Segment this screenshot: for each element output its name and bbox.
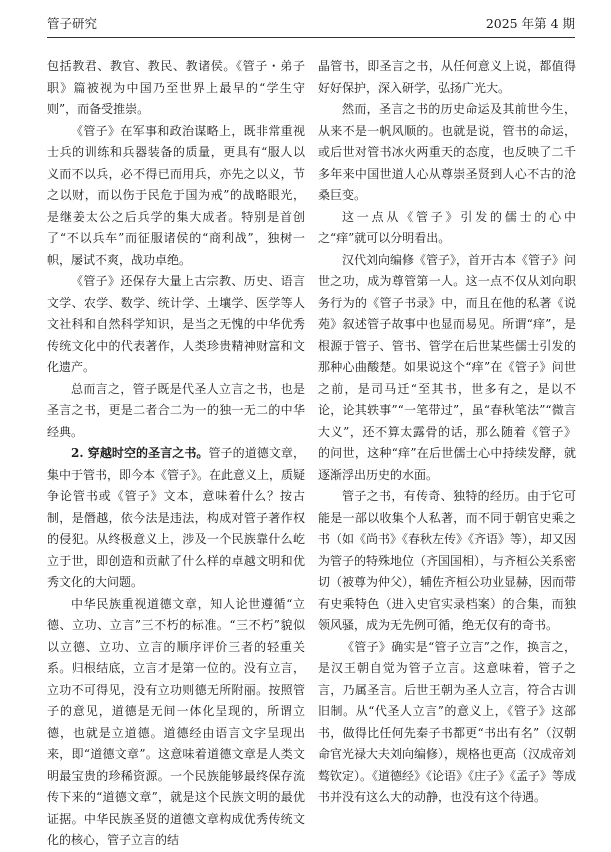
paragraph-sage-words: 《管子》确实是“管子立言”之作，换言之，是汉王朝自觉为管子立言。这意味着，管子之言，乃属圣言。后世王朝为圣人立言，符合古训旧制。从“代圣人立言”的意义上，《管子》这部书，做得比任何先秦子书都更“书出有名”（汉朝命官光禄大夫刘向编修），规格也更高（汉成帝刘骜钦定）。《道德经》《论语》《庄子》《孟子》等成书并没有这么大的动静，也没有这个待遇。 [318,639,577,804]
left-column [47,56,305,852]
running-header [47,14,575,36]
section-body: 管子的道德文章，集中于管书，即今本《管子》。在此意义上，质疑争论管书或《管子》文本，意味着什么？按古制，是僭越，依今法是违法，构成对管子著作权的侵犯。从终极意义上，涉及一个民族靠什么屹立于世，即创造和贡献了什么样的卓越文明和优秀文化的大问题。 [47,446,306,589]
paragraph-knowledge: 《管子》还保存大量上古宗教、历史、语言文学、农学、数学、统计学、土壤学、医学等人文社科和自然科学知识，是当之无愧的中华优秀传统文化中的代表著作，人类珍贵精神财富和文化遗产。 [47,274,305,374]
paragraph-section-2 [47,443,305,594]
paragraph-moral-writing: 中华民族重视道德文章，知人论世遵循“立德、立功、立言”三不朽的标准。“三不朽”貌似以立德、立功、立言的顺序评价三者的轻重关系。归根结底，立言才是第一位的。没有立言，立功不可得见，没有立功则德无所附丽。按照管子的意见，道德是无间一体化呈现的，所谓立德，也就是立道德。道德经由语言文字呈现出来，即“道德文章”。这意味着道德文章是人类文明最宝贵的珍稀资源。一个民族能够最终保存流传下来的“道德文章”，就是这个民族文明的最优证据。中华民族圣贤的道德文章构成优秀传统文化的核心，管子立言的结 [47,596,305,847]
paragraph-continued: 包括教君、教官、教民、教诸侯。《管子・弟子职》篇被视为中国乃至世界上最早的“学生守则”，而备受推崇。 [47,59,305,116]
paragraph-military-strategy: 《管子》在军事和政治谋略上，既非常重视士兵的训练和兵器装备的质量，更具有“服人以义而不以兵，必不得已而用兵，亦先之以义，节之以财，而以伤于民危于国为戒”的战略眼光，是继姜太公之后兵学的集大成者。特别是首创了“不以兵车”而征服诸侯的“商利战”，独树一帜，屡试不爽，战功卓绝。 [47,123,305,267]
paragraph-summary: 总而言之，管子既是代圣人立言之书，也是圣言之书，更是二者合二为一的独一无二的中华经典。 [47,381,305,439]
paragraph-continued: 晶管书，即圣言之书，从任何意义上说，都值得好好保护，深入研学，弘扬广光大。 [318,59,576,95]
paragraph-liu-xiang: 汉代刘向编修《管子》，首开古本《管子》问世之功，成为尊管第一人。这一点不仅从刘向职务行为的《管子书录》中，而且在他的私著《说苑》叙述管子故事中也显而易见。所谓“痒”，是根源于管子、管书、管学在后世某些儒士引发的那种心曲酸楚。如果说这个“痒”在《管子》问世之前，是司马迁“至其书，世多有之，是以不论，论其轶事”“一笔带过”，虽“春秋笔法”“微言大义”，还不算太露骨的话，那么随着《管子》的问世，这种“痒”在后世儒士心中持续发酵，就逐渐浮出历史的水面。 [318,252,577,482]
paragraph-itch: 这一点从《管子》引发的儒士的心中之“痒”就可以分明看出。 [318,209,576,245]
paragraph-legendary-book: 管子之书，有传奇、独特的经历。由于它可能是一部以收集个人私著，而不同于朝官史乘之书（如《尚书》《春秋左传》《齐语》等），却又因为管子的特殊地位（齐国国相），与齐桓公关系密切（被尊为仲父），辅佐齐桓公功业显赫，因而带有史乘特色（进入史官实录档案）的合集，而独领风骚，成为无先例可循，绝无仅有的奇书。 [318,489,577,632]
issue-number: 2025 年第 4 期 [485,16,575,31]
right-column [318,56,576,809]
journal-title: 管子研究 [47,16,98,31]
paragraph-fate: 然而，圣言之书的历史命运及其前世今生，从来不是一帆风顺的。也就是说，管书的命运，或后世对管书冰火两重天的态度，也反映了二千多年来中国世道人心从尊崇圣贤到人心不古的沧桑巨变。 [318,102,576,202]
section-heading: 2. 穿越时空的圣言之书。 [71,446,209,460]
header-rule [47,37,575,38]
